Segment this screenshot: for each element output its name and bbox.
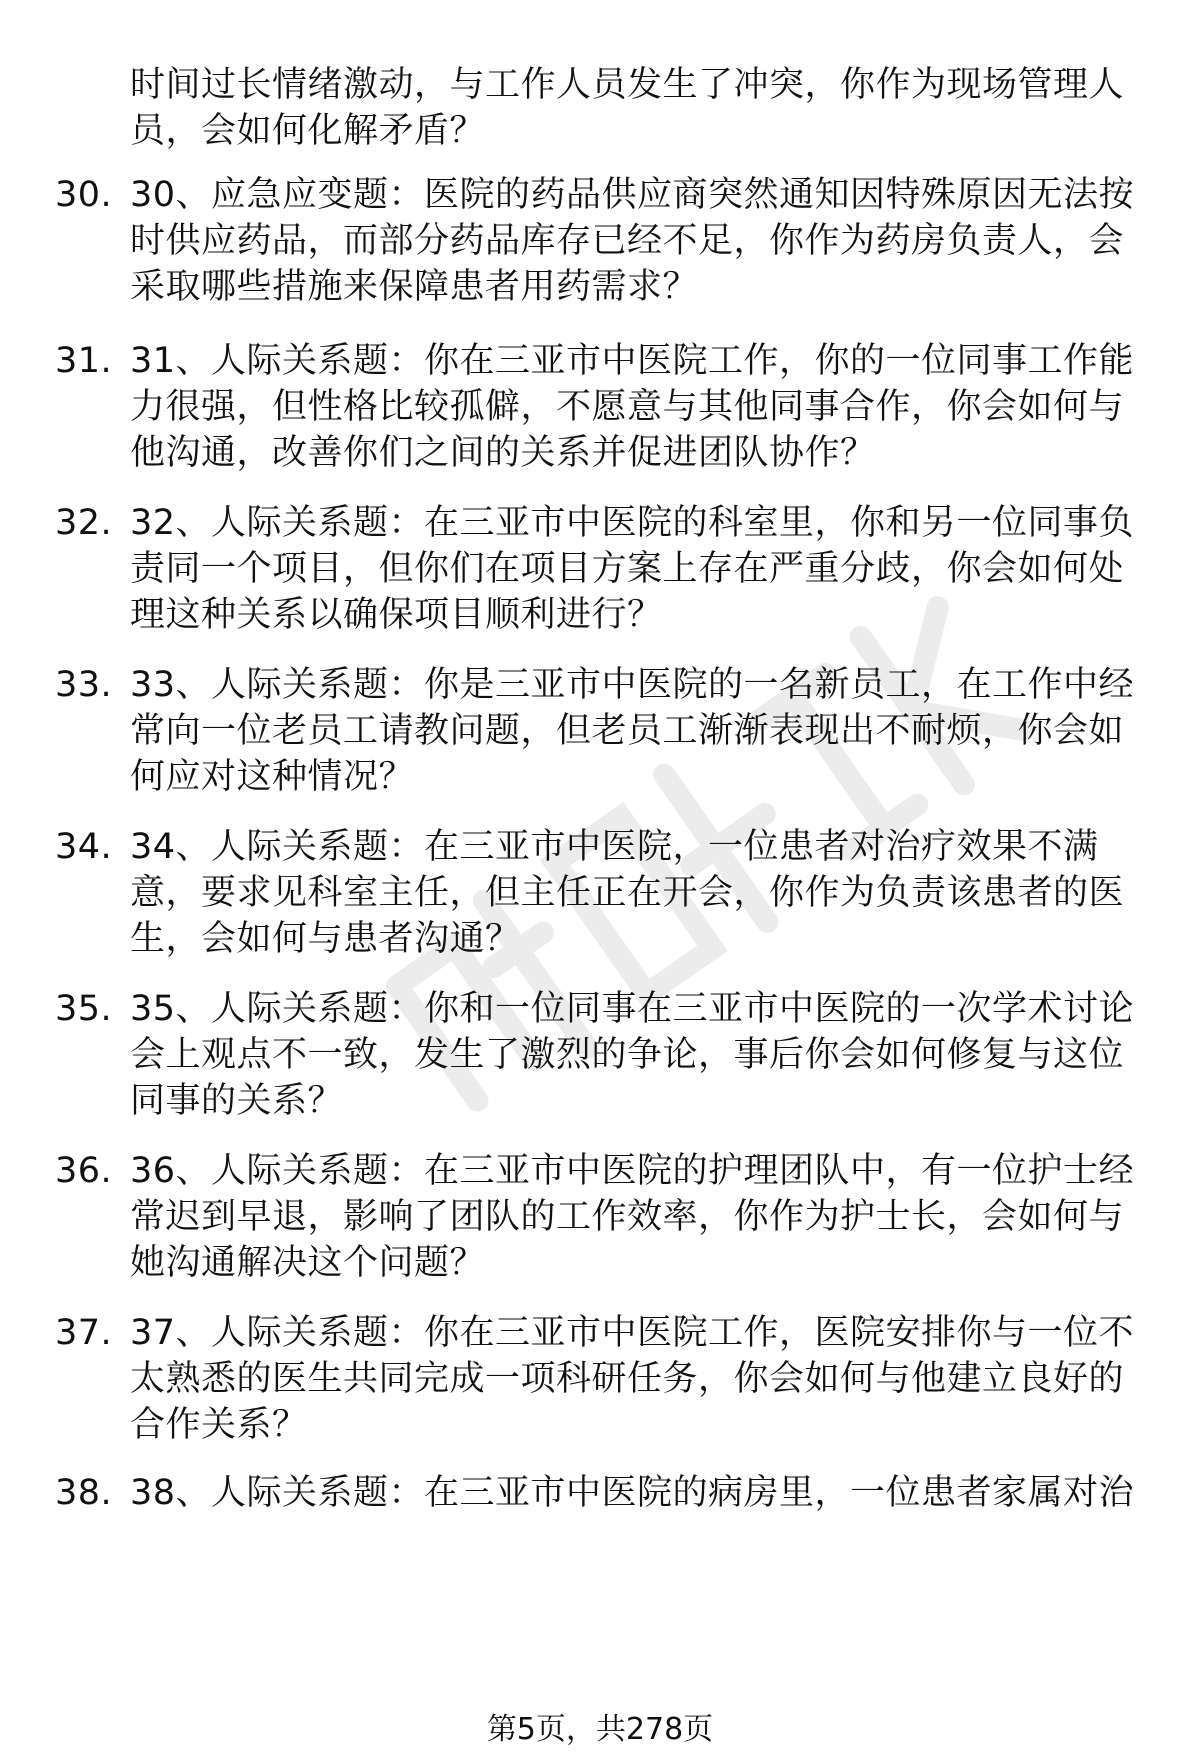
item-text: 32、人际关系题：在三亚市中医院的科室里，你和另一位同事负责同一个项目，但你们在项目方案上存在严重分歧，你会如何处理这种关系以确保项目顺利进行？ (130, 503, 1135, 635)
item-text: 36、人际关系题：在三亚市中医院的护理团队中，有一位护士经常迟到早退，影响了团队的工作效率，你作为护士长，会如何与她沟通解决这个问题？ (130, 1151, 1135, 1283)
continuation-paragraph: 时间过长情绪激动，与工作人员发生了冲突，你作为现场管理人员，会如何化解矛盾？ (130, 65, 1125, 151)
item-number: 30. (55, 175, 113, 215)
item-number: 34. (55, 827, 113, 867)
item-text: 30、应急应变题：医院的药品供应商突然通知因特殊原因无法按时供应药品，而部分药品库存已经不足，你作为药房负责人，会采取哪些措施来保障患者用药需求？ (130, 175, 1135, 307)
item-number: 32. (55, 503, 113, 543)
item-number: 33. (55, 665, 113, 705)
page-footer: 第5页，共278页 (486, 1712, 714, 1747)
item-number: 35. (55, 989, 113, 1029)
item-text: 34、人际关系题：在三亚市中医院，一位患者对治疗效果不满意，要求见科室主任，但主任正在开会，你作为负责该患者的医生，会如何与患者沟通？ (130, 827, 1125, 959)
item-number: 37. (55, 1313, 113, 1353)
item-text: 37、人际关系题：你在三亚市中医院工作，医院安排你与一位不太熟悉的医生共同完成一项科研任务，你会如何与他建立良好的合作关系？ (130, 1313, 1135, 1445)
item-text: 38、人际关系题：在三亚市中医院的病房里，一位患者家属对治 (130, 1473, 1135, 1513)
item-text: 33、人际关系题：你是三亚市中医院的一名新员工，在工作中经常向一位老员工请教问题，但老员工渐渐表现出不耐烦，你会如何应对这种情况？ (130, 665, 1135, 797)
item-number: 31. (55, 341, 113, 381)
item-number: 38. (55, 1473, 113, 1513)
item-text: 31、人际关系题：你在三亚市中医院工作，你的一位同事工作能力很强，但性格比较孤僻，不愿意与其他同事合作，你会如何与他沟通，改善你们之间的关系并促进团队协作？ (130, 341, 1135, 473)
item-number: 36. (55, 1151, 113, 1191)
item-text: 35、人际关系题：你和一位同事在三亚市中医院的一次学术讨论会上观点不一致，发生了激烈的争论，事后你会如何修复与这位同事的关系？ (130, 989, 1135, 1121)
